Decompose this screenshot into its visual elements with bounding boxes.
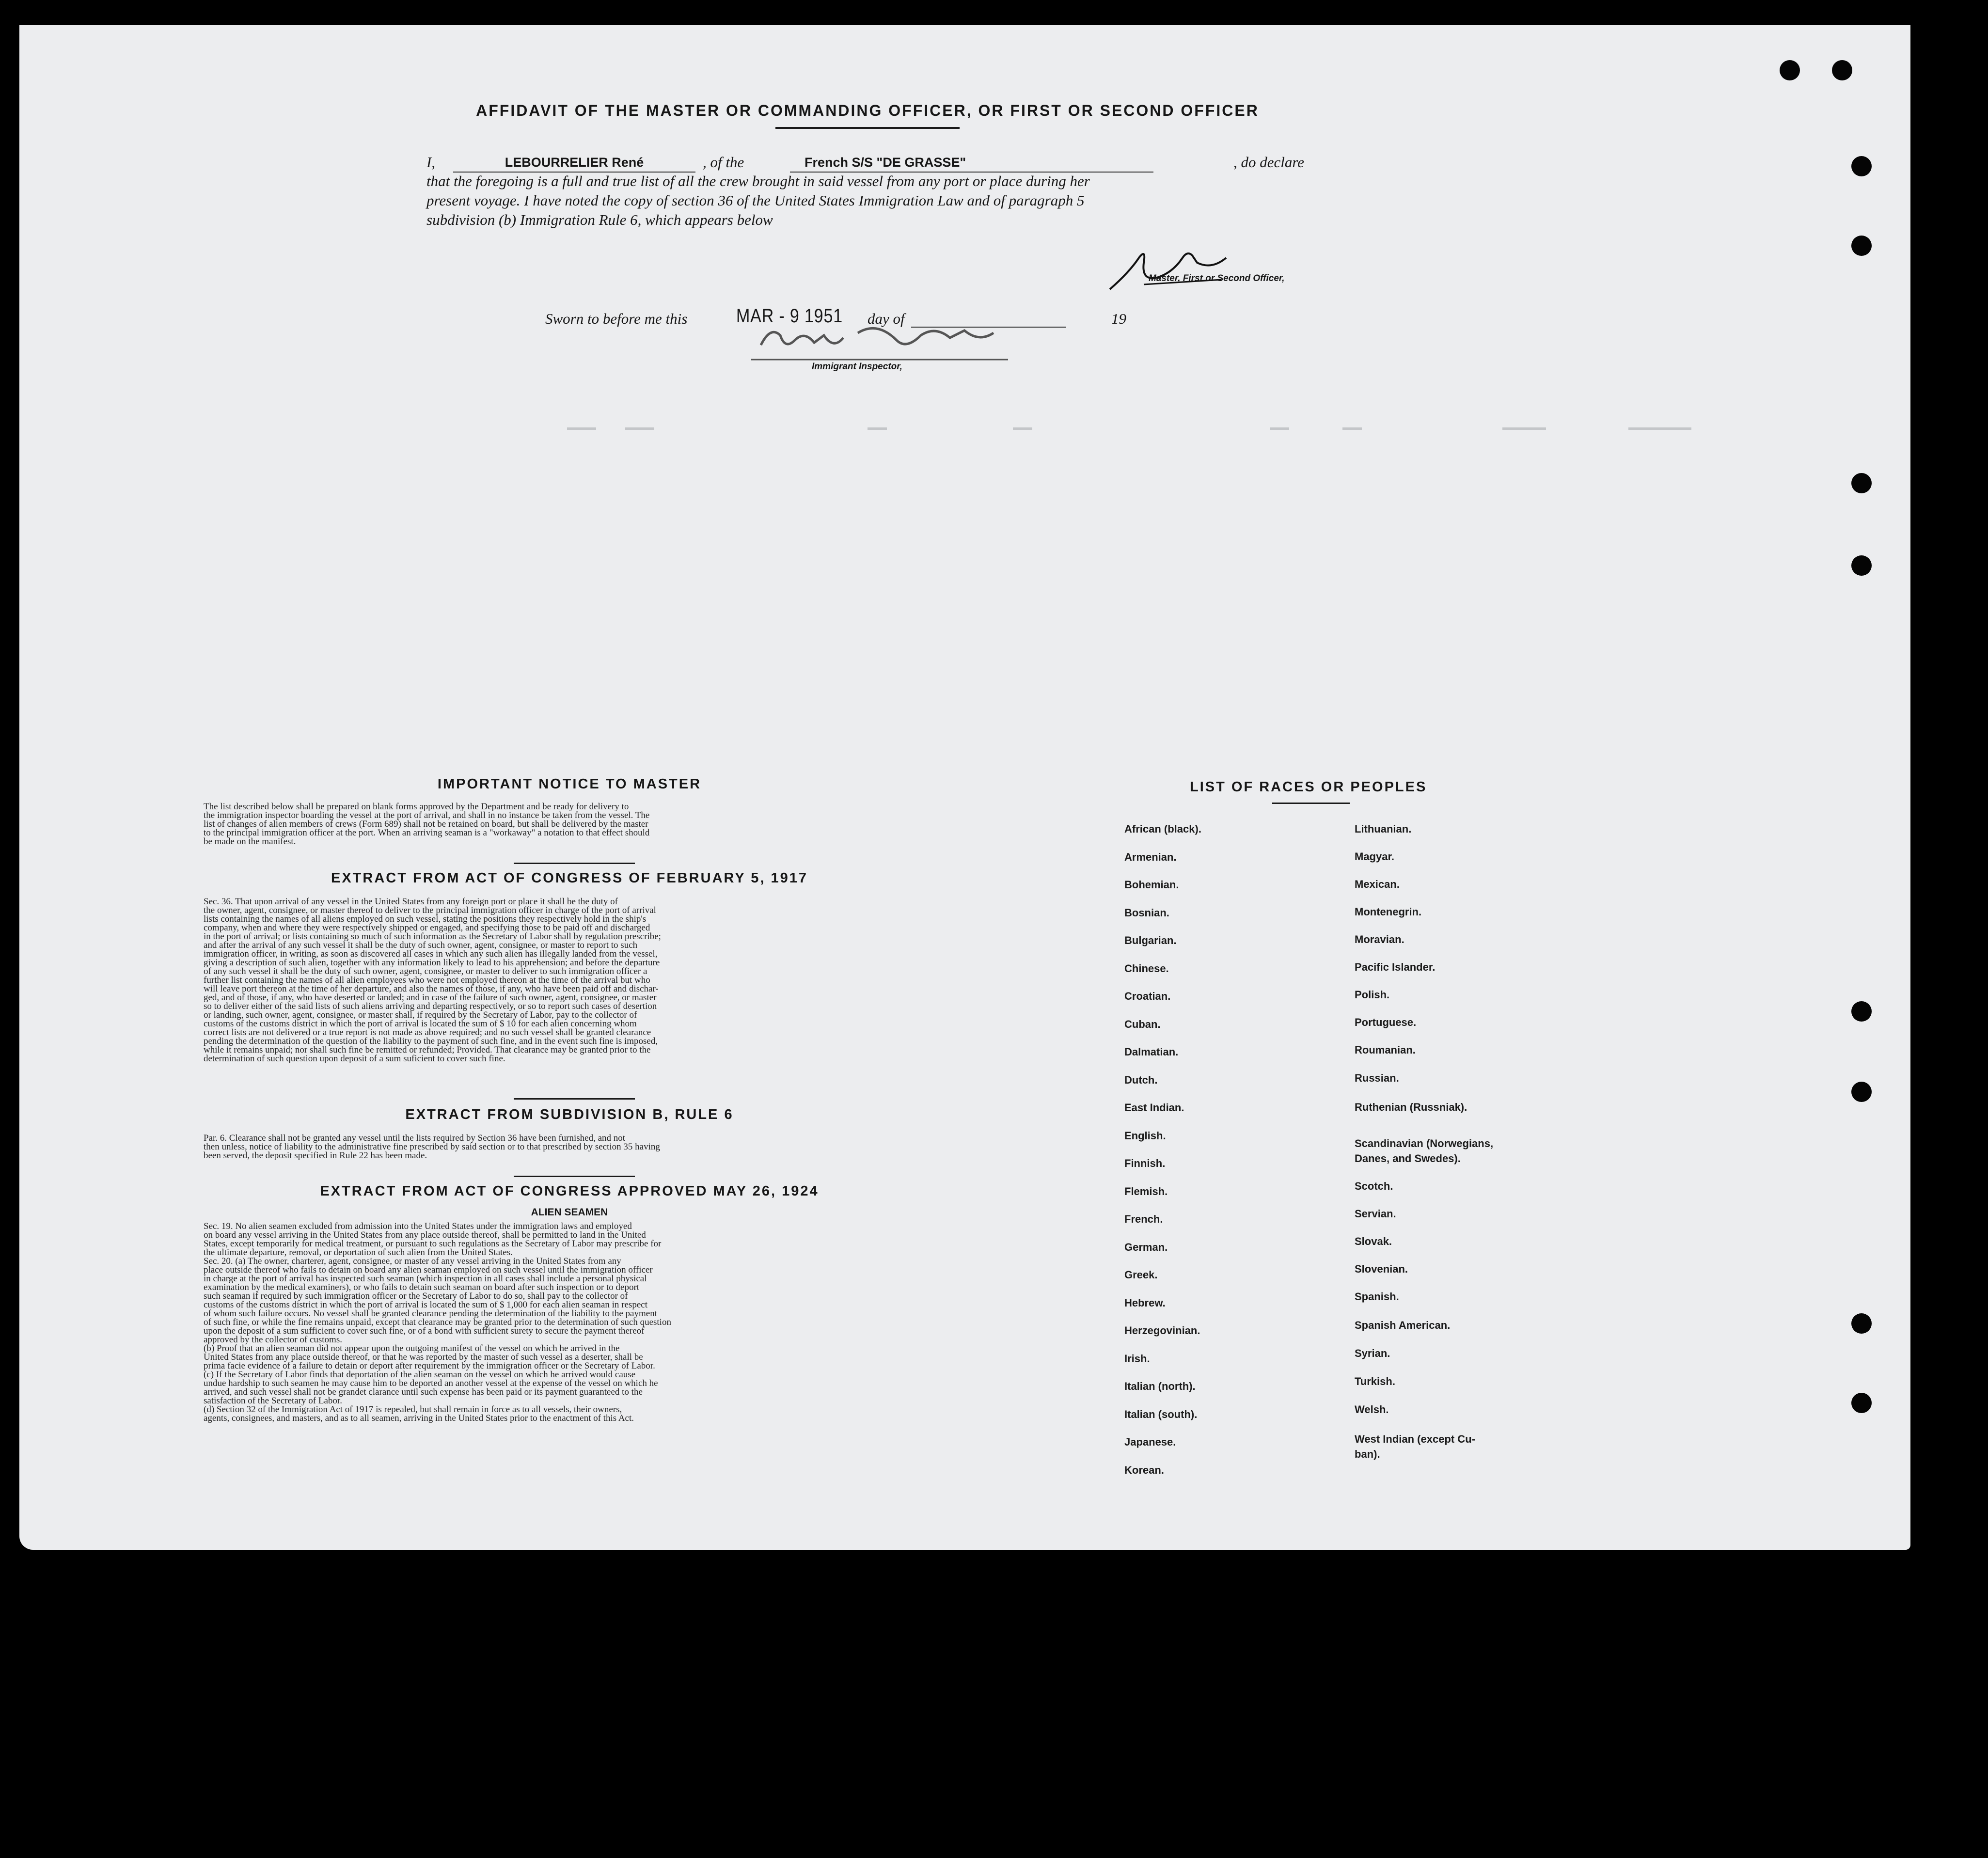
fine-print-line: while it remains unpaid; nor shall such fine be remitted or refunded; Provided. That clearance may be granted prior to the <box>204 1045 651 1055</box>
fine-print-line: upon the deposit of a sum sufficient to cover such fine, or of a bond with sufficient surety to secure the payment thereof <box>204 1326 645 1336</box>
inspector-caption: Immigrant Inspector, <box>812 362 902 372</box>
officer-caption: Master, First or Second Officer, <box>1149 273 1285 283</box>
race-item: Finnish. <box>1124 1157 1166 1169</box>
fine-print-line: the immigration inspector boarding the vessel at the port of arrival, and shall in no instance be taken from the vessel. The <box>204 810 650 820</box>
race-item: Welsh. <box>1355 1403 1389 1416</box>
race-item: Armenian. <box>1124 850 1177 863</box>
punch-hole <box>1851 1313 1872 1334</box>
race-item: Ruthenian (Russniak). <box>1355 1101 1467 1113</box>
race-item: Bohemian. <box>1124 879 1179 891</box>
rule6-heading: EXTRACT FROM SUBDIVISION B, RULE 6 <box>405 1107 734 1122</box>
race-item: German. <box>1124 1241 1168 1253</box>
fine-print-line: place outside thereof who fails to detain on board any alien seaman employed on such vessel until the immigration officer <box>204 1265 653 1275</box>
fine-print-line: so to deliver either of the said lists of such aliens arriving and departing respectively, or so to report such cases of desertion <box>204 1001 657 1011</box>
punch-hole <box>1851 1001 1872 1022</box>
punch-hole <box>1851 555 1872 576</box>
race-item: Magyar. <box>1355 850 1394 863</box>
fine-print-line: pending the determination of the question of the liability to the payment of such fine, and in the event such fine is imposed, <box>204 1036 658 1046</box>
punch-hole <box>1832 60 1852 80</box>
fine-print-line: will leave port thereon at the time of her departure, and also the names of those, if any, who have been paid off and dischar- <box>204 984 659 994</box>
race-item: East Indian. <box>1124 1102 1184 1114</box>
race-item: Scandinavian (Norwegians, <box>1355 1137 1494 1149</box>
affidavit-heading: AFFIDAVIT OF THE MASTER OR COMMANDING OFFICER, OR FIRST OR SECOND OFFICER <box>476 102 1259 119</box>
fine-print-line: list of changes of alien members of crews (Form 689) shall not be retained on board, but shall be delivered by the master <box>204 819 648 829</box>
officer-name: LEBOURRELIER René <box>453 153 695 173</box>
i-label: I, <box>426 154 436 171</box>
race-item: Syrian. <box>1355 1347 1390 1359</box>
fine-print-line: United States from any place outside thereof, or that he was reported by the master of such vessel as a deserter, shall be <box>204 1352 643 1362</box>
race-item: Irish. <box>1124 1352 1150 1365</box>
alien-seamen-subheading: ALIEN SEAMEN <box>531 1207 608 1218</box>
race-item: Cuban. <box>1124 1018 1161 1030</box>
fine-print-line: approved by the collector of customs. <box>204 1335 342 1345</box>
fine-print-line: (b) Proof that an alien seaman did not appear upon the outgoing manifest of the vessel on which he arrived in the <box>204 1343 620 1354</box>
race-item: Danes, and Swedes). <box>1355 1152 1461 1165</box>
fine-print-line: (d) Section 32 of the Immigration Act of 1917 is repealed, but shall remain in force as to all vessels, their owners, <box>204 1404 622 1415</box>
fine-print-line: further list containing the names of all alien employees who were not employed thereon at the time of the arrival but who <box>204 975 650 985</box>
fine-print-line: the ultimate departure, removal, or deportation of such alien from the United States. <box>204 1247 513 1258</box>
affidavit-line1 <box>426 153 1338 172</box>
fine-print-line: and after the arrival of any such vessel it shall be the duty of such owner, agent, consignee, or master to report to such <box>204 940 638 950</box>
race-item: Polish. <box>1355 989 1390 1001</box>
fine-print-line: on board any vessel arriving in the United States from any place outside thereof, shall be permitted to land in the United <box>204 1230 646 1240</box>
fine-print-line: Par. 6. Clearance shall not be granted any vessel until the lists required by Section 36 have been furnished, and not <box>204 1133 626 1143</box>
race-item: Slovak. <box>1355 1235 1392 1247</box>
fine-print-line: prima facie evidence of a failure to detain or deport after requirement by the immigration officer or the Secretary of Labor. <box>204 1361 655 1371</box>
fine-print-line: correct lists are not delivered or a true report is not made as above required; and no such vessel shall be granted clearance <box>204 1027 651 1038</box>
heading-underline <box>775 127 960 129</box>
rule6-text <box>204 1134 935 1160</box>
punch-hole <box>1851 1082 1872 1102</box>
race-item: French. <box>1124 1213 1163 1225</box>
race-item: Portuguese. <box>1355 1016 1417 1028</box>
fine-print-line: determination of such question upon deposit of a sum suficient to cover such fine. <box>204 1054 505 1064</box>
races-heading: LIST OF RACES OR PEOPLES <box>1190 779 1427 795</box>
race-item: Hebrew. <box>1124 1296 1166 1309</box>
fine-print-line: customs of the customs district in which the port of arrival is located the sum of $ 10 for each alien concerning whom <box>204 1019 637 1029</box>
race-item: Turkish. <box>1355 1375 1395 1387</box>
race-item: Bosnian. <box>1124 906 1169 919</box>
sworn-label: Sworn to before me this <box>545 310 688 327</box>
race-item: Spanish. <box>1355 1291 1399 1303</box>
fine-print-line: such seaman if required by such immigration officer or the Secretary of Labor to do so, shall pay to the collector of <box>204 1291 628 1301</box>
punch-hole <box>1851 473 1872 493</box>
race-item: Italian (north). <box>1124 1380 1196 1392</box>
fine-print-line: ged, and of those, if any, who have deserted or landed; and in case of the failure of such owner, agent, consignee, or master <box>204 992 657 1003</box>
race-item: Servian. <box>1355 1208 1396 1220</box>
fine-print-line: of such fine, or while the fine remains unpaid, except that clearance may be granted prior to the determination of such question <box>204 1317 671 1327</box>
race-item: Moravian. <box>1355 933 1404 945</box>
section-divider <box>514 1176 635 1177</box>
document-page <box>19 25 1910 1550</box>
race-item: Japanese. <box>1124 1436 1176 1448</box>
vessel-name: French S/S "DE GRASSE" <box>790 153 1153 173</box>
fine-print-line: company, when and where they were respectively shipped or engaged, and specifying those to be paid off and discharged <box>204 923 650 933</box>
extract-1924-heading: EXTRACT FROM ACT OF CONGRESS APPROVED MAY 26, 1924 <box>320 1183 819 1199</box>
fine-print-line: the owner, agent, consignee, or master thereof to deliver to the principal immigration officer in charge of the port of arrival <box>204 905 656 915</box>
race-item: Mexican. <box>1355 878 1400 890</box>
fine-print-line: in charge at the port of arrival has inspected such seaman (which inspection in all cases shall include a personal physical <box>204 1274 647 1284</box>
fine-print-line: of whom such failure occurs. No vessel shall be granted clearance pending the determination of the liability to the payment <box>204 1308 657 1319</box>
fine-print-line: undue hardship to such seamen he may cause him to be deported an another vessel at the expense of the vessel on which he <box>204 1378 658 1388</box>
races-heading-underline <box>1272 803 1350 804</box>
race-item: Dutch. <box>1124 1073 1158 1086</box>
fine-print-line: or landing, such owner, agent, consignee, or master shall, if required by the Secretary of Labor, pay to the collector of <box>204 1010 637 1020</box>
punch-hole <box>1851 236 1872 256</box>
fine-print-line: (c) If the Secretary of Labor finds that deportation of the alien seaman on the vessel on which he arrived would cause <box>204 1370 636 1380</box>
race-item: Italian (south). <box>1124 1408 1198 1420</box>
fine-print-line: Sec. 19. No alien seamen excluded from admission into the United States under the immigration laws and employed <box>204 1221 632 1231</box>
extract-1924-text <box>204 1222 935 1423</box>
race-item: Flemish. <box>1124 1185 1168 1197</box>
fine-print-line: be made on the manifest. <box>204 836 296 847</box>
fine-print-line: been served, the deposit specified in Rule 22 has been made. <box>204 1150 427 1161</box>
race-item: Pacific Islander. <box>1355 961 1436 973</box>
race-item: Greek. <box>1124 1269 1158 1281</box>
punch-hole <box>1851 156 1872 176</box>
race-item: Lithuanian. <box>1355 823 1412 835</box>
fine-print-line: The list described below shall be prepared on blank forms approved by the Department and be ready for delivery to <box>204 802 629 812</box>
fine-print-line: satisfaction of the Secretary of Labor. <box>204 1396 342 1406</box>
race-item: Chinese. <box>1124 962 1169 975</box>
race-item: Roumanian. <box>1355 1044 1416 1056</box>
extract-1917-text <box>204 898 935 1063</box>
notice-text <box>204 803 935 846</box>
race-item: ban). <box>1355 1448 1380 1460</box>
officer-signature <box>1100 243 1246 297</box>
fine-print-line: in the port of arrival; or lists containing so much of such information as the Secretary of Labor shall by regulation prescribe; <box>204 931 661 942</box>
race-item: Slovenian. <box>1355 1263 1408 1275</box>
fine-print-line: arrived, and such vessel shall not be grandet clarance until such expense has been paid or its payment guaranteed to the <box>204 1387 643 1397</box>
fine-print-line: agents, consignees, and masters, and as to all seamen, arriving in the United States prior to the enactment of this Act. <box>204 1413 634 1423</box>
race-item: Russian. <box>1355 1072 1399 1084</box>
fine-print-line: Sec. 20. (a) The owner, charterer, agent, consignee, or master of any vessel arriving in the United States from any <box>204 1256 621 1266</box>
section-divider <box>514 863 635 864</box>
do-declare-label: , do declare <box>1233 154 1305 171</box>
fine-print-line: examination by the medical examiners), or who fails to detain such seaman on board after such inspection or to deport <box>204 1282 640 1292</box>
race-item: Dalmatian. <box>1124 1046 1179 1058</box>
year-prefix: 19 <box>1111 310 1126 327</box>
fine-print-line: States, except temporarily for medical treatment, or pursuant to such regulations as the Secretary of Labor may prescribe for <box>204 1239 662 1249</box>
race-item: African (black). <box>1124 823 1201 835</box>
fine-print-line: Sec. 36. That upon arrival of any vessel in the United States from any foreign port or place it shall be the duty of <box>204 897 618 907</box>
affidavit-body-line: that the foregoing is a full and true list of all the crew brought in said vessel from any port or place during her <box>426 173 1090 189</box>
punch-hole <box>1851 1393 1872 1413</box>
fine-print-line: customs of the customs district in which the port of arrival is located the sum of $ 1,000 for each alien seaman in respect <box>204 1300 647 1310</box>
of-the-label: , of the <box>703 154 744 171</box>
fine-print-line: to the principal immigration officer at the port. When an arriving seaman is a "workaway" a notation to that effect should <box>204 828 650 838</box>
date-stamp: MAR - 9 1951 <box>736 305 843 327</box>
race-item: Croatian. <box>1124 990 1171 1002</box>
affidavit-body-line: present voyage. I have noted the copy of section 36 of the United States Immigration Law and of paragraph 5 <box>426 192 1085 209</box>
race-item: Bulgarian. <box>1124 934 1177 946</box>
fine-print-line: lists containing the names of all aliens employed on such vessel, stating the positions they respectively hold in the ship's <box>204 914 647 924</box>
affidavit-body-line: subdivision (b) Immigration Rule 6, which appears below <box>426 211 773 228</box>
fine-print-line: then unless, notice of liability to the administrative fine prescribed by said section or to that prescribed by section 35 having <box>204 1142 660 1152</box>
race-item: West Indian (except Cu- <box>1355 1433 1475 1445</box>
race-item: Korean. <box>1124 1464 1164 1476</box>
race-item: English. <box>1124 1129 1166 1142</box>
day-of-label: day of <box>868 310 905 327</box>
fine-print-line: immigration officer, in writing, as soon as discovered all cases in which any such alien has illegally landed from the vessel, <box>204 949 658 959</box>
race-item: Herzegovinian. <box>1124 1324 1200 1337</box>
extract-1917-heading: EXTRACT FROM ACT OF CONGRESS OF FEBRUARY 5, 1917 <box>331 870 808 886</box>
race-item: Spanish American. <box>1355 1319 1451 1331</box>
section-divider <box>514 1098 635 1100</box>
race-item: Scotch. <box>1355 1180 1393 1192</box>
race-item: Montenegrin. <box>1355 906 1422 918</box>
affidavit-body <box>426 172 1338 230</box>
fine-print-line: giving a description of such alien, together with any information likely to lead to his apprehension; and before the departure <box>204 958 660 968</box>
punch-hole <box>1780 60 1800 80</box>
fine-print-line: of any such vessel it shall be the duty of such owner, agent, consignee, or master to deliver to such immigration officer a <box>204 966 647 976</box>
notice-heading: IMPORTANT NOTICE TO MASTER <box>437 776 702 792</box>
